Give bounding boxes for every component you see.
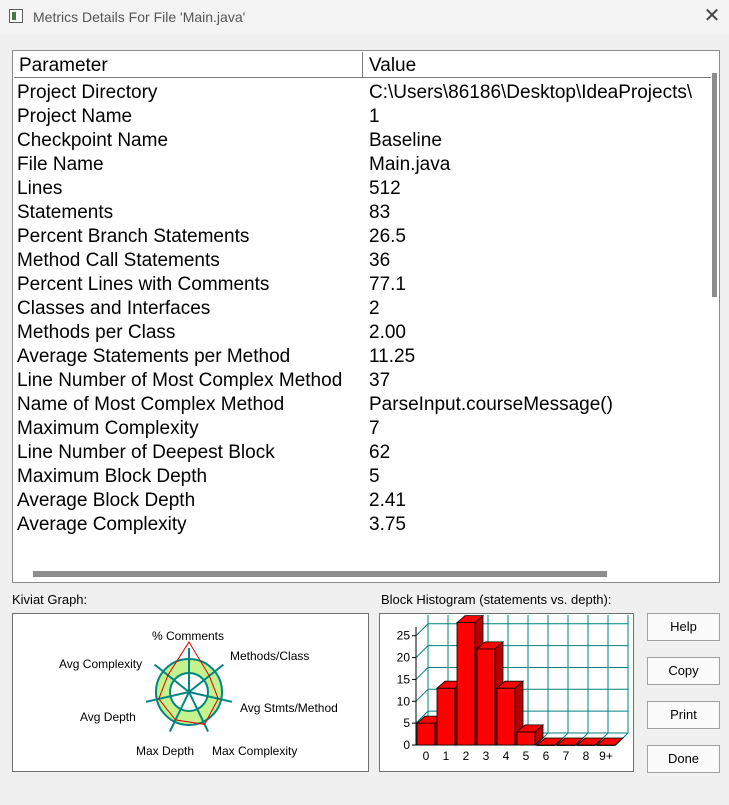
parameter-cell: Percent Lines with Comments <box>17 274 270 295</box>
parameter-cell: Maximum Complexity <box>17 418 199 439</box>
window-title: Metrics Details For File 'Main.java' <box>33 9 246 25</box>
app-icon <box>9 9 23 23</box>
block-histogram-label: Block Histogram (statements vs. depth): <box>381 592 612 607</box>
table-row[interactable] <box>17 105 711 129</box>
value-cell: C:\Users\86186\Desktop\IdeaProjects\ <box>369 82 693 103</box>
metrics-table[interactable] <box>12 50 720 583</box>
header-value[interactable]: Value <box>369 55 417 76</box>
parameter-cell: Classes and Interfaces <box>17 298 211 319</box>
kiviat-axis-comments: % Comments <box>152 629 225 643</box>
parameter-cell: Methods per Class <box>17 322 176 343</box>
kiviat-graph <box>12 613 369 772</box>
value-cell: 83 <box>369 202 391 223</box>
grid-line <box>416 624 428 636</box>
y-tick-label: 25 <box>396 628 410 643</box>
value-cell: 2.41 <box>369 490 406 511</box>
table-row[interactable] <box>17 297 711 321</box>
table-row[interactable] <box>17 225 711 249</box>
print-button[interactable]: Print <box>647 701 720 729</box>
bar <box>477 649 495 745</box>
done-button[interactable]: Done <box>647 745 720 773</box>
table-row[interactable] <box>17 129 711 153</box>
value-cell: ParseInput.courseMessage() <box>369 394 613 415</box>
kiviat-axis-avg-depth: Avg Depth <box>80 710 136 724</box>
help-button[interactable]: Help <box>647 613 720 641</box>
value-cell: 3.75 <box>369 514 406 535</box>
table-row[interactable] <box>17 465 711 489</box>
kiviat-axis-methods-class: Methods/Class <box>230 649 310 663</box>
parameter-cell: Lines <box>17 178 63 199</box>
parameter-cell: Average Complexity <box>17 514 187 535</box>
table-row[interactable] <box>17 393 711 417</box>
y-tick-label: 0 <box>403 738 410 752</box>
header-parameter-cell[interactable] <box>14 52 363 77</box>
vertical-scroll-thumb[interactable] <box>712 73 717 297</box>
header-parameter: Parameter <box>19 55 108 76</box>
parameter-cell: Percent Branch Statements <box>17 226 250 247</box>
value-cell: 512 <box>369 178 401 199</box>
title-bar <box>0 0 729 34</box>
bar <box>437 688 455 745</box>
parameter-cell: Average Block Depth <box>17 490 196 511</box>
x-tick-label: 0 <box>422 749 430 763</box>
parameter-cell: Checkpoint Name <box>17 130 169 151</box>
parameter-cell: Project Name <box>17 106 133 127</box>
table-row[interactable] <box>17 273 711 297</box>
kiviat-axis-avg-complexity: Avg Complexity <box>59 657 143 671</box>
y-tick-label: 10 <box>396 694 410 709</box>
x-tick-label: 5 <box>522 749 530 763</box>
grid-line <box>416 689 428 701</box>
bar <box>517 732 535 745</box>
table-row[interactable] <box>17 345 711 369</box>
value-cell: 7 <box>369 418 380 439</box>
value-cell: 77.1 <box>369 274 406 295</box>
parameter-cell: Line Number of Deepest Block <box>17 442 275 463</box>
y-tick-label: 20 <box>396 650 410 665</box>
value-cell: 26.5 <box>369 226 406 247</box>
x-tick-label: 4 <box>502 749 510 763</box>
value-cell: 2.00 <box>369 322 406 343</box>
value-cell: Baseline <box>369 130 442 151</box>
value-cell: Main.java <box>369 154 451 175</box>
x-tick-label: 9+ <box>599 749 613 763</box>
value-cell: 37 <box>369 370 391 391</box>
x-tick-label: 8 <box>582 749 590 763</box>
table-row[interactable] <box>17 81 711 105</box>
parameter-cell: Method Call Statements <box>17 250 220 271</box>
value-cell: 36 <box>369 250 391 271</box>
table-row[interactable] <box>17 177 711 201</box>
horizontal-scrollbar[interactable] <box>13 567 711 582</box>
block-histogram <box>379 613 634 772</box>
table-row[interactable] <box>17 321 711 345</box>
value-cell: 1 <box>369 106 380 127</box>
kiviat-svg <box>13 614 368 771</box>
grid-line <box>416 667 428 679</box>
kiviat-graph-label: Kiviat Graph: <box>12 592 88 607</box>
parameter-cell: File Name <box>17 154 104 175</box>
table-row[interactable] <box>17 441 711 465</box>
value-cell: 5 <box>369 466 380 487</box>
parameter-cell: Statements <box>17 202 114 223</box>
horizontal-scroll-thumb[interactable] <box>33 571 607 577</box>
parameter-cell: Line Number of Most Complex Method <box>17 370 343 391</box>
vertical-scrollbar[interactable] <box>711 51 719 582</box>
value-cell: 2 <box>369 298 380 319</box>
grid-line <box>416 646 428 658</box>
table-row[interactable] <box>17 513 711 537</box>
x-tick-label: 2 <box>462 749 470 763</box>
parameter-cell: Maximum Block Depth <box>17 466 208 487</box>
x-tick-label: 6 <box>542 749 550 763</box>
copy-button[interactable]: Copy <box>647 657 720 685</box>
value-cell: 62 <box>369 442 391 463</box>
y-tick-label: 5 <box>403 716 410 731</box>
table-row[interactable] <box>17 201 711 225</box>
parameter-cell: Name of Most Complex Method <box>17 394 285 415</box>
kiviat-axis-max-depth: Max Depth <box>136 744 195 758</box>
bar <box>497 688 515 745</box>
table-rows <box>17 81 711 537</box>
value-cell: 11.25 <box>369 346 416 367</box>
parameter-cell: Project Directory <box>17 82 158 103</box>
close-icon[interactable]: ✕ <box>703 5 721 27</box>
kiviat-axis-avg-stmts: Avg Stmts/Method <box>240 701 338 715</box>
histogram-svg <box>380 614 633 771</box>
x-tick-label: 3 <box>482 749 490 763</box>
x-tick-label: 7 <box>562 749 570 763</box>
kiviat-axis-max-complexity: Max Complexity <box>212 744 298 758</box>
table-row[interactable] <box>17 489 711 513</box>
y-tick-label: 15 <box>396 672 410 687</box>
table-row[interactable] <box>17 369 711 393</box>
table-row[interactable] <box>17 153 711 177</box>
bar <box>457 623 475 745</box>
table-header <box>14 52 711 78</box>
table-row[interactable] <box>17 417 711 441</box>
table-row[interactable] <box>17 249 711 273</box>
bar <box>417 723 435 745</box>
parameter-cell: Average Statements per Method <box>17 346 291 367</box>
x-tick-label: 1 <box>442 749 450 763</box>
